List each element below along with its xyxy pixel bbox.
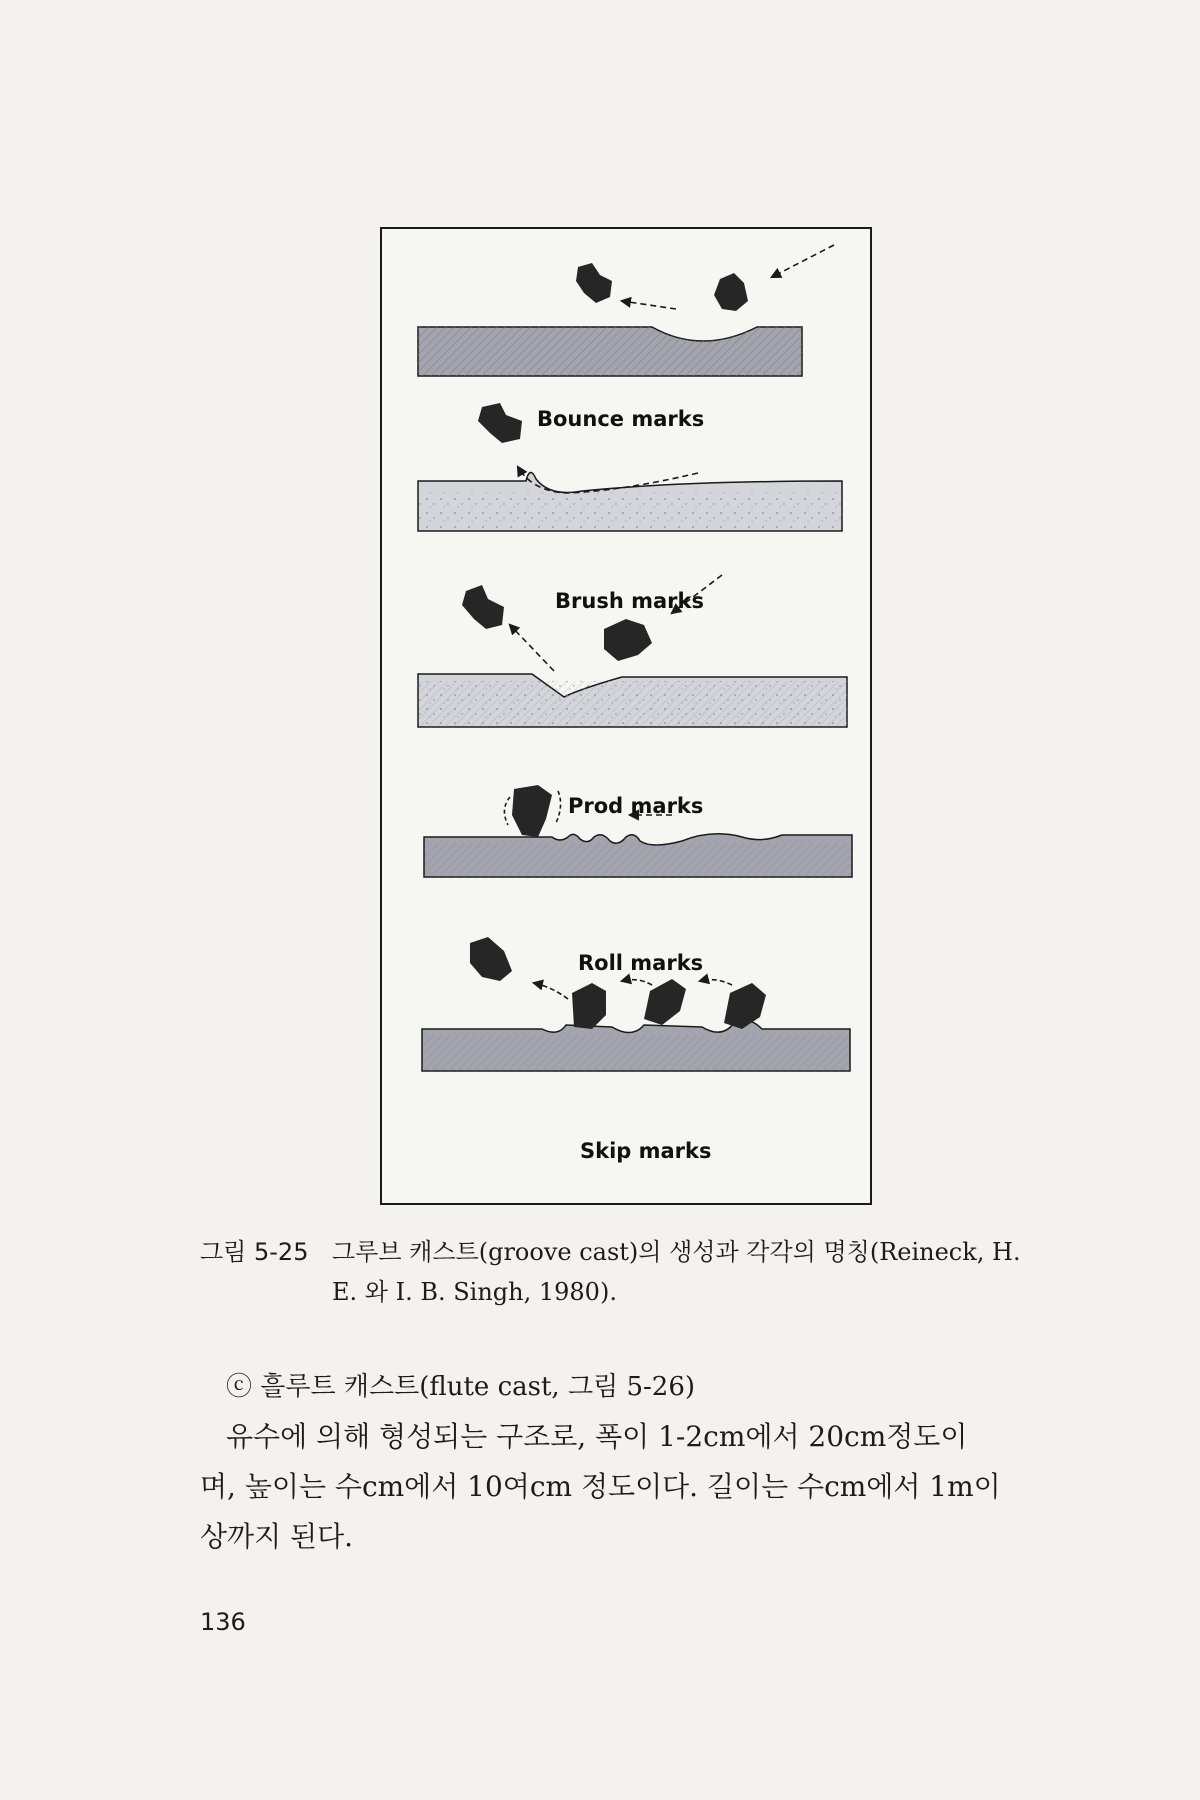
body-paragraph bbox=[200, 1412, 1080, 1562]
roll-rotation-right bbox=[556, 791, 561, 823]
bounce-marks-label: Bounce marks bbox=[537, 407, 705, 431]
brush-marks-label: Brush marks bbox=[555, 589, 704, 613]
figure-number: 그림 5-25 bbox=[200, 1238, 309, 1266]
figure-frame bbox=[380, 227, 872, 1205]
body-line-2: 며, 높이는 수cm에서 10여cm 정도이다. 길이는 수cm에서 1m이 bbox=[200, 1470, 1001, 1503]
caption-line-1: 그루브 캐스트(groove cast)의 생성과 각각의 명칭(Reineck, H. bbox=[332, 1238, 1021, 1266]
tool-rock-10 bbox=[724, 983, 766, 1029]
skip-arrow-2 bbox=[622, 980, 652, 985]
tool-rock-3 bbox=[478, 403, 522, 443]
bounce-arrow-in bbox=[772, 245, 834, 277]
tool-rock-9 bbox=[644, 979, 686, 1025]
tool-rock-7 bbox=[470, 937, 512, 981]
tool-rock-2 bbox=[714, 273, 748, 311]
body-line-1: 유수에 의해 형성되는 구조로, 폭이 1-2cm에서 20cm정도이 bbox=[226, 1420, 968, 1453]
section-heading bbox=[226, 1366, 695, 1403]
section-marker: ⓒ bbox=[226, 1372, 253, 1402]
groove-cast-diagram bbox=[382, 229, 874, 1207]
section-heading-text: 흘루트 캐스트(flute cast, 그림 5-26) bbox=[260, 1372, 696, 1402]
skip-arrow-1 bbox=[534, 983, 568, 999]
tool-rock-6 bbox=[512, 785, 552, 837]
tool-rock-4 bbox=[462, 585, 504, 629]
caption-line-2: E. 와 I. B. Singh, 1980). bbox=[332, 1278, 617, 1306]
bounce-arrow-out bbox=[622, 301, 676, 309]
page-number: 136 bbox=[200, 1608, 246, 1636]
roll-rotation-left bbox=[504, 797, 510, 825]
skip-marks-label: Skip marks bbox=[580, 1139, 712, 1163]
figure-caption bbox=[200, 1232, 1080, 1312]
bounce-marks-panel bbox=[418, 245, 834, 376]
prod-marks-label: Prod marks bbox=[568, 794, 704, 818]
tool-rock-5 bbox=[604, 619, 652, 661]
skip-arrow-3 bbox=[700, 980, 732, 985]
roll-marks-label: Roll marks bbox=[578, 951, 704, 975]
tool-rock-8 bbox=[572, 983, 606, 1029]
body-line-3: 상까지 된다. bbox=[200, 1520, 354, 1553]
prod-arrow-out bbox=[510, 625, 554, 671]
tool-rock-1 bbox=[576, 263, 612, 303]
